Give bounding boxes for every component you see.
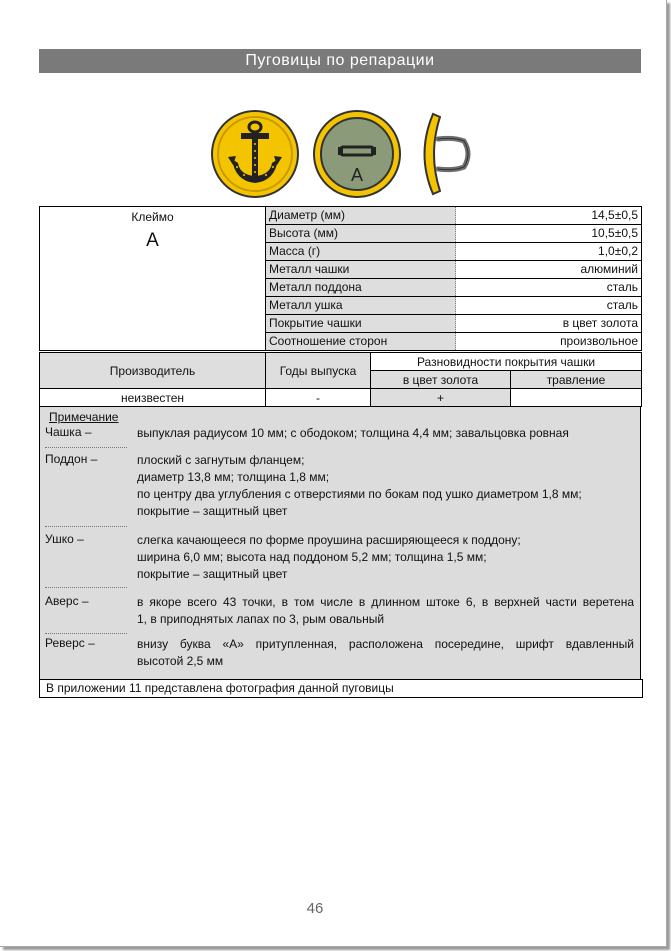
note-line: плоский с загнутым фланцем; [137,453,305,467]
anchor-icon [210,109,300,199]
spec-label: Высота (мм) [266,225,456,243]
coating-type-etching: травление [511,371,642,389]
divider [45,587,127,588]
manufacturer-value: неизвестен [40,389,266,407]
mark-value: А [146,230,159,251]
notes-section [39,406,641,680]
note-line: в якоре всего 43 точки, в том числе в длинном штоке 6, в верхней части веретена [137,595,634,609]
spec-value: в цвет золота [456,315,642,333]
note-line: высотой 2,5 мм [137,654,224,668]
button-images [206,106,476,201]
note-line: покрытие – защитный цвет [137,504,288,518]
note-line: покрытие – защитный цвет [137,567,288,581]
note-key: Реверс – [45,636,95,650]
spec-value: сталь [456,297,642,315]
note-line: по центру два углубления с отверстиями по бокам под ушко диаметром 1,8 мм; [137,487,582,501]
shank-icon [418,109,478,199]
note-line: 1, в приподнятых лапах по 3, рым овальный [137,612,385,626]
coating-header: Разновидности покрытия чашки [371,353,642,371]
spec-value: алюминий [456,261,642,279]
coating-value-gold: + [371,389,511,407]
spec-value: 10,5±0,5 [456,225,642,243]
appendix-note: В приложении 11 представлена фотография данной пуговицы [39,679,643,698]
mark-label: Клеймо [131,210,174,224]
spec-value: 1,0±0,2 [456,243,642,261]
reverse-letter: А [350,165,364,185]
divider [45,526,127,527]
note-key: Аверс – [45,594,89,608]
divider [45,447,127,448]
note-line: выпуклая радиусом 10 мм; с ободоком; толщина 4,4 мм; завальцовка ровная [137,426,569,440]
manufacturer-header: Производитель [40,353,266,389]
note-line: слегка качающееся по форме проушина расширяющееся к поддону; [137,533,521,547]
spec-label: Металл поддона [266,279,456,297]
spec-value: 14,5±0,5 [456,207,642,225]
note-key: Ушко – [45,532,84,546]
coating-type-gold: в цвет золота [371,371,511,389]
spec-value: сталь [456,279,642,297]
spec-table [39,206,642,351]
years-value: - [266,389,371,407]
mark-cell [40,207,266,351]
divider [45,633,127,634]
reverse-image [312,109,402,199]
spec-label: Диаметр (мм) [266,207,456,225]
coating-value-etching [511,389,642,407]
note-key: Поддон – [45,452,98,466]
spec-value: произвольное [456,333,642,351]
spec-label: Металл ушка [266,297,456,315]
note-line: диаметр 13,8 мм; толщина 1,8 мм; [137,470,330,484]
notes-title: Примечание [49,410,119,424]
page-number: 46 [306,900,324,917]
production-table [39,352,642,407]
note-key: Чашка – [45,425,92,439]
spec-label: Соотношение сторон [266,333,456,351]
spec-label: Покрытие чашки [266,315,456,333]
note-line: ширина 6,0 мм; высота над поддоном 5,2 мм; толщина 1,5 мм; [137,550,487,564]
spec-label: Масса (г) [266,243,456,261]
years-header: Годы выпуска [266,353,371,389]
note-line: внизу буква «А» притупленная, расположена посередине, шрифт вдавленный [137,637,634,651]
spec-label: Металл чашки [266,261,456,279]
page-title: Пуговицы по репарации [39,49,641,73]
